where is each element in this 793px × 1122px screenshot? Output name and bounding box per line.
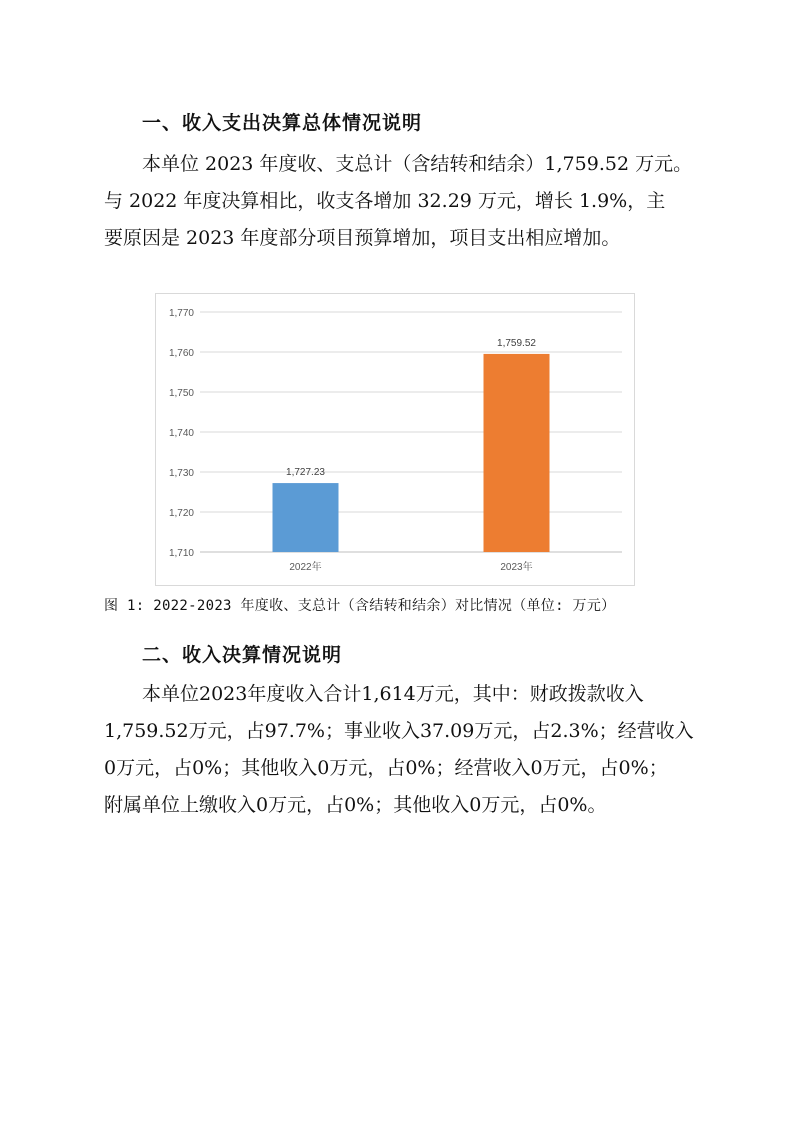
figure-caption: 图 1: 2022-2023 年度收、支总计（含结转和结余）对比情况（单位: 万元） bbox=[104, 598, 616, 614]
section2-line-1: 本单位2023年度收入合计1,614万元，其中：财政拨款收入 bbox=[142, 683, 644, 705]
bar-chart bbox=[155, 293, 635, 586]
bar-chart-svg bbox=[156, 294, 634, 585]
section2-heading: 二、收入决算情况说明 bbox=[142, 644, 343, 666]
y-tick-label: 1,770 bbox=[168, 308, 194, 319]
section2-line-2: 1,759.52万元，占97.7%；事业收入37.09万元，占2.3%；经营收入 bbox=[104, 720, 694, 742]
section2-line-3: 0万元，占0%；其他收入0万元，占0%；经营收入0万元，占0%； bbox=[104, 757, 668, 779]
y-tick-label: 1,740 bbox=[168, 428, 194, 439]
bar-2 bbox=[484, 354, 550, 552]
section2-line-4: 附属单位上缴收入0万元，占0%；其他收入0万元，占0%。 bbox=[104, 794, 607, 816]
section1-heading: 一、收入支出决算总体情况说明 bbox=[142, 112, 423, 134]
y-tick-label: 1,710 bbox=[168, 548, 194, 559]
section1-line-1: 本单位 2023 年度收、支总计（含结转和结余）1,759.52 万元。 bbox=[142, 153, 693, 175]
y-tick-label: 1,760 bbox=[168, 348, 194, 359]
y-tick-label: 1,720 bbox=[168, 508, 194, 519]
section1-line-2: 与 2022 年度决算相比，收支各增加 32.29 万元，增长 1.9%，主 bbox=[104, 190, 666, 212]
data-label-1: 1,727.23 bbox=[286, 467, 325, 479]
bar-1 bbox=[273, 483, 339, 552]
y-tick-label: 1,750 bbox=[168, 388, 194, 399]
y-tick-label: 1,730 bbox=[168, 468, 194, 479]
section1-line-3: 要原因是 2023 年度部分项目预算增加，项目支出相应增加。 bbox=[104, 227, 621, 249]
x-tick-label: 2022年 bbox=[289, 562, 322, 573]
section2-paragraph bbox=[104, 676, 704, 824]
data-label-2: 1,759.52 bbox=[497, 337, 536, 349]
x-tick-label: 2023年 bbox=[500, 562, 533, 573]
section1-paragraph bbox=[104, 146, 704, 257]
